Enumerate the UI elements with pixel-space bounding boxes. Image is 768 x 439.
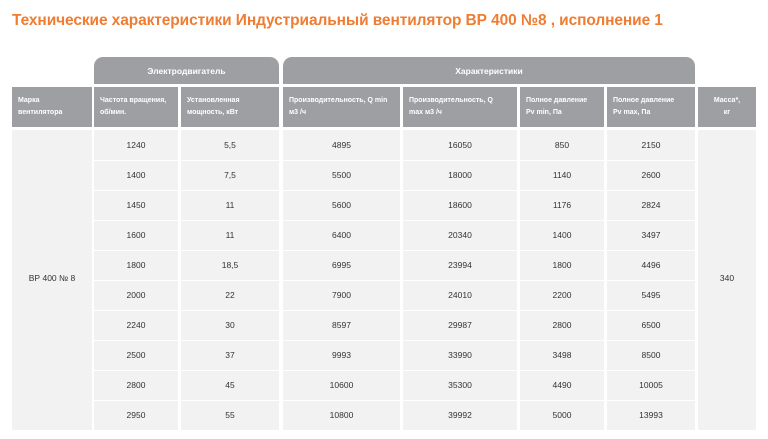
cell-speed: 1800 bbox=[126, 260, 146, 270]
cell-power: 11 bbox=[225, 200, 235, 210]
cell-pv-min: 1800 bbox=[552, 260, 572, 270]
cell-q-max: 24010 bbox=[448, 290, 472, 300]
cell-pv-min: 4490 bbox=[552, 380, 572, 390]
cell-q-max: 35300 bbox=[448, 380, 472, 390]
cell-q-min: 7900 bbox=[332, 290, 351, 300]
cell-pv-max: 5495 bbox=[641, 290, 661, 300]
cell-speed: 1450 bbox=[126, 200, 146, 210]
cell-q-max: 23994 bbox=[448, 260, 472, 270]
cell-speed: 1240 bbox=[126, 140, 146, 150]
mass-cell: 340 bbox=[719, 273, 735, 283]
page-title: Технические характеристики Индустриальный вентилятор ВР 400 №8 , исполнение 1 bbox=[12, 12, 663, 29]
cell-speed: 2000 bbox=[126, 290, 146, 300]
cell-speed: 1400 bbox=[126, 170, 146, 180]
cell-pv-max: 2600 bbox=[641, 170, 661, 180]
cell-power: 30 bbox=[225, 320, 235, 330]
cell-power: 7,5 bbox=[224, 170, 236, 180]
cell-q-min: 5600 bbox=[332, 200, 351, 210]
cell-pv-min: 850 bbox=[554, 140, 570, 150]
cell-pv-max: 2150 bbox=[641, 140, 661, 150]
cell-q-min: 10800 bbox=[329, 410, 354, 420]
cell-q-max: 29987 bbox=[448, 320, 472, 330]
cell-power: 55 bbox=[225, 410, 235, 420]
header-pv-min: Полное давление Pv min, Па bbox=[520, 87, 604, 127]
cell-speed: 2950 bbox=[126, 410, 146, 420]
cell-q-max: 18000 bbox=[448, 170, 472, 180]
group-header-characteristics: Характеристики bbox=[283, 57, 695, 84]
cell-speed: 2800 bbox=[126, 380, 146, 390]
cell-pv-min: 2800 bbox=[552, 320, 572, 330]
cell-q-min: 5500 bbox=[332, 170, 351, 180]
cell-pv-max: 2824 bbox=[641, 200, 661, 210]
cell-speed: 2240 bbox=[126, 320, 146, 330]
cell-pv-max: 13993 bbox=[639, 410, 663, 420]
cell-power: 5,5 bbox=[224, 140, 236, 150]
cell-pv-min: 1176 bbox=[552, 200, 572, 210]
cell-pv-min: 5000 bbox=[552, 410, 572, 420]
cell-q-min: 10600 bbox=[329, 380, 354, 390]
cell-power: 11 bbox=[225, 230, 235, 240]
cell-q-min: 4895 bbox=[332, 140, 351, 150]
group-header-motor: Электродвигатель bbox=[94, 57, 279, 84]
cell-speed: 1600 bbox=[126, 230, 146, 240]
cell-power: 45 bbox=[225, 380, 235, 390]
cell-q-max: 39992 bbox=[448, 410, 472, 420]
header-speed: Частота вращения, об/мин. bbox=[94, 87, 178, 127]
cell-speed: 2500 bbox=[126, 350, 146, 360]
header-q-min: Производительность, Q min м3 /ч bbox=[283, 87, 400, 127]
cell-pv-min: 1400 bbox=[552, 230, 572, 240]
cell-pv-min: 1140 bbox=[552, 170, 572, 180]
cell-pv-max: 4496 bbox=[641, 260, 661, 270]
cell-pv-max: 10005 bbox=[639, 380, 663, 390]
cell-pv-max: 3497 bbox=[641, 230, 661, 240]
header-brand: Марка вентилятора bbox=[12, 87, 92, 127]
cell-power: 18,5 bbox=[221, 260, 239, 270]
cell-pv-max: 8500 bbox=[641, 350, 661, 360]
header-mass: Масса*, кг bbox=[698, 87, 756, 127]
cell-power: 37 bbox=[225, 350, 235, 360]
cell-q-min: 6995 bbox=[332, 260, 351, 270]
header-pv-max: Полное давление Pv max, Па bbox=[607, 87, 695, 127]
header-power: Установленная мощность, кВт bbox=[181, 87, 279, 127]
cell-q-max: 20340 bbox=[448, 230, 472, 240]
cell-pv-max: 6500 bbox=[641, 320, 661, 330]
cell-pv-min: 3498 bbox=[552, 350, 572, 360]
cell-q-min: 9993 bbox=[332, 350, 351, 360]
cell-pv-min: 2200 bbox=[552, 290, 572, 300]
cell-q-max: 16050 bbox=[448, 140, 472, 150]
header-q-max: Производительность, Q max м3 /ч bbox=[403, 87, 517, 127]
cell-power: 22 bbox=[225, 290, 235, 300]
model-cell: ВР 400 № 8 bbox=[28, 273, 76, 283]
cell-q-min: 8597 bbox=[332, 320, 351, 330]
cell-q-max: 33990 bbox=[448, 350, 472, 360]
cell-q-min: 6400 bbox=[332, 230, 351, 240]
cell-q-max: 18600 bbox=[448, 200, 472, 210]
